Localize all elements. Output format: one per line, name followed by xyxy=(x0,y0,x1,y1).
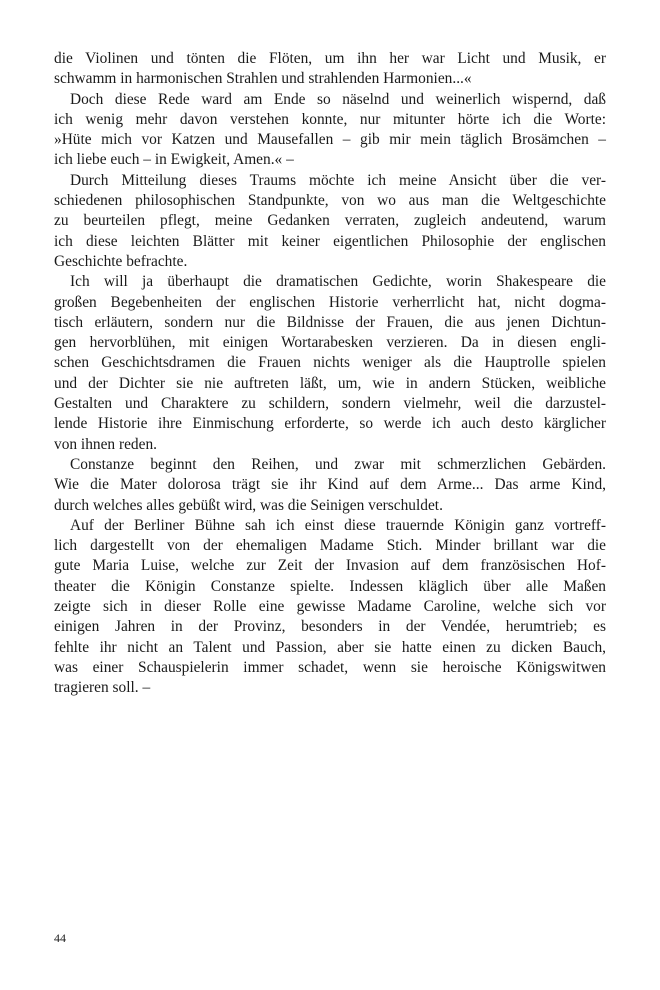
text-line: tragieren soll. – xyxy=(54,679,151,697)
text-line: schen Geschichtsdramen die Frauen nichts weniger als die Hauptrolle spielen xyxy=(54,354,606,372)
text-line: gen hervorblühen, mit einigen Wortarabesken verzieren. Da in diesen engli- xyxy=(54,334,606,352)
page-number: 44 xyxy=(54,931,66,945)
text-line: und der Dichter sie nie auftreten läßt, um, wie in andern Stücken, weibliche xyxy=(54,374,606,392)
text-line: lich dargestellt von der ehemaligen Madame Stich. Minder brillant war die xyxy=(54,537,606,555)
text-line: gute Maria Luise, welche zur Zeit der Invasion auf dem französischen Hof- xyxy=(54,557,606,575)
text-line: Doch diese Rede ward am Ende so näselnd und weinerlich wispernd, daß xyxy=(70,90,606,108)
text-line: Gestalten und Charaktere zu schildern, sondern vielmehr, weil die darzustel- xyxy=(54,395,606,413)
text-line: tisch erläutern, sondern nur die Bildnisse der Frauen, die aus jenen Dichtun- xyxy=(54,313,606,331)
paragraph xyxy=(54,171,606,272)
text-line: zeigte sich in dieser Rolle eine gewisse Madame Caroline, welche sich vor xyxy=(54,598,606,616)
text-line: theater die Königin Constanze spielte. Indessen kläglich über alle Maßen xyxy=(54,577,606,595)
text-line: von ihnen reden. xyxy=(54,435,157,453)
text-line: fehlte ihr nicht an Talent und Passion, aber sie hatte einen zu dicken Bauch, xyxy=(54,638,606,656)
text-line: durch welches alles gebüßt wird, was die Seinigen verschuldet. xyxy=(54,496,443,514)
text-line: schwamm in harmonischen Strahlen und strahlenden Harmonien...« xyxy=(54,70,472,88)
text-line: was einer Schauspielerin immer schadet, wenn sie heroische Königswitwen xyxy=(54,658,606,676)
page-body xyxy=(54,49,606,699)
text-line: Auf der Berliner Bühne sah ich einst diese trauernde Königin ganz vortreff- xyxy=(70,516,606,534)
paragraph xyxy=(54,49,606,90)
text-line: zu beurteilen pflegt, meine Gedanken verraten, zugleich andeutend, warum xyxy=(54,212,606,230)
text-line: Constanze beginnt den Reihen, und zwar mit schmerzlichen Gebärden. xyxy=(70,455,606,473)
text-line: Geschichte befrachte. xyxy=(54,252,188,270)
text-line: ich diese leichten Blätter mit keiner eigentlichen Philosophie der englischen xyxy=(54,232,606,250)
paragraph xyxy=(54,90,606,171)
text-line: schiedenen philosophischen Standpunkte, von wo aus man die Weltgeschichte xyxy=(54,192,606,210)
text-line: Wie die Mater dolorosa trägt sie ihr Kind auf dem Arme... Das arme Kind, xyxy=(54,476,606,494)
text-line: lende Historie ihre Einmischung erforderte, so werde ich auch desto kärglicher xyxy=(54,415,606,433)
text-line: die Violinen und tönten die Flöten, um ihn her war Licht und Musik, er xyxy=(54,50,606,67)
paragraph xyxy=(54,455,606,516)
text-line: großen Begebenheiten der englischen Historie verherrlicht hat, nicht dogma- xyxy=(54,293,606,311)
text-line: einigen Jahren in der Provinz, besonders in der Vendée, herumtrieb; es xyxy=(54,618,606,636)
text-line: »Hüte mich vor Katzen und Mausefallen – gib mir mein täglich Brosämchen – xyxy=(54,131,606,149)
paragraph xyxy=(54,272,606,455)
text-line: ich wenig mehr davon verstehen konnte, nur mitunter hörte ich die Worte: xyxy=(54,110,606,128)
text-line: ich liebe euch – in Ewigkeit, Amen.« – xyxy=(54,151,294,169)
text-line: Durch Mitteilung dieses Traums möchte ich meine Ansicht über die ver- xyxy=(70,171,606,189)
text-line: Ich will ja überhaupt die dramatischen Gedichte, worin Shakespeare die xyxy=(70,273,606,291)
paragraph xyxy=(54,516,606,699)
